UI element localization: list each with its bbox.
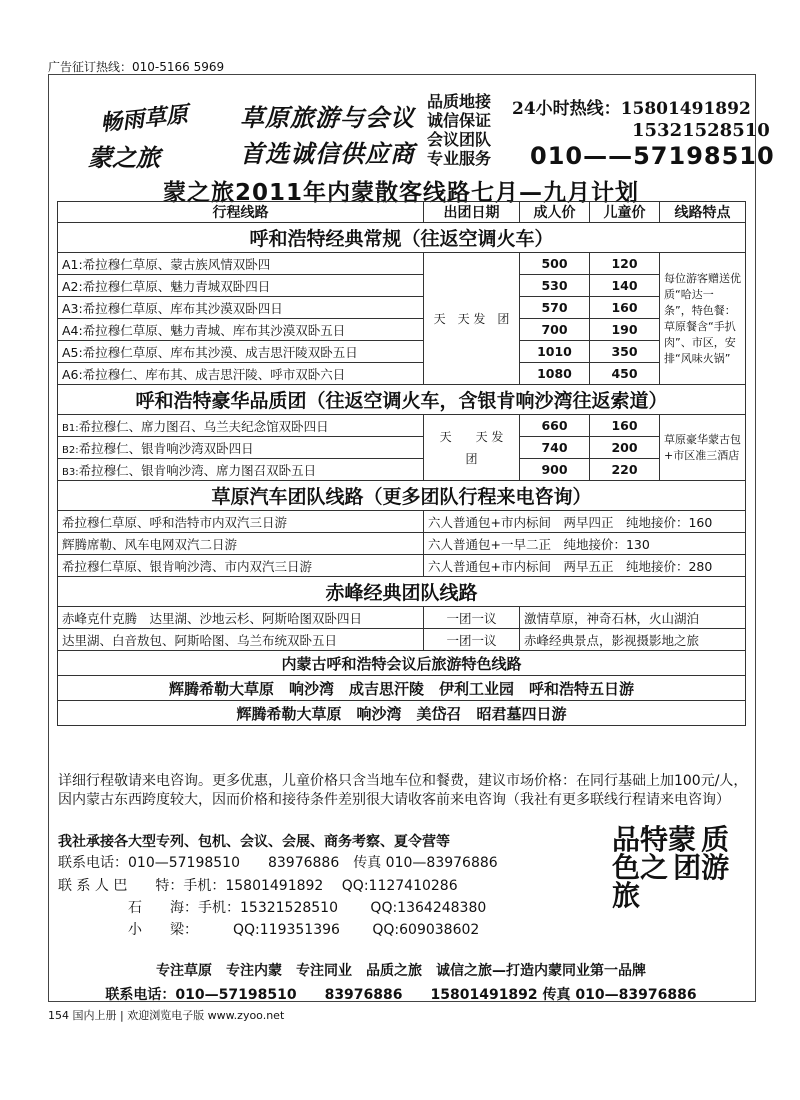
adult-price: 570 — [520, 297, 590, 319]
table-row — [58, 297, 746, 319]
section-heading: 赤峰经典团队线路 — [58, 577, 746, 607]
services-line: 我社承接各大型专列、包机、会议、会展、商务考察、夏令营等 — [58, 834, 450, 850]
col-header-adult: 成人价 — [520, 202, 590, 223]
child-price: 220 — [590, 459, 660, 481]
highlight-row — [58, 651, 746, 676]
contact-telephone: 联系电话：010—57198510 83976886 传真 010—83976886 — [58, 855, 498, 871]
adult-price: 1010 — [520, 341, 590, 363]
child-price: 160 — [590, 297, 660, 319]
section-heading: 呼和浩特豪华品质团（往返空调火车，含银肯响沙湾往返索道） — [58, 385, 746, 415]
seal-char: 特 — [640, 823, 669, 856]
contact-person-1: 联 系 人 巴 特：手机：15801491892 QQ:1127410286 — [58, 878, 458, 894]
table-row — [58, 341, 746, 363]
child-price: 190 — [590, 319, 660, 341]
page-title: 蒙之旅2011年内蒙散客线路七月—九月计划 — [162, 180, 639, 206]
brand-motto: 专注草原 专注内蒙 专注同业 品质之旅 诚信之旅—打造内蒙同业第一品牌 — [156, 963, 646, 979]
route-table — [57, 201, 746, 726]
route-cell: A5:希拉穆仁草原、库布其沙漠、成吉思汗陵双卧五日 — [58, 341, 424, 363]
feature-cell: 赤峰经典景点，影视摄影地之旅 — [520, 629, 746, 651]
logo-bottom-text: 蒙之旅 — [88, 143, 160, 172]
route-cell: A1:希拉穆仁草原、蒙古族风情双卧四 — [58, 253, 424, 275]
quality-item: 会议团队 — [427, 130, 492, 149]
group-type-cell: 一团一议 — [424, 607, 520, 629]
package-detail-cell: 六人普通包+市内标间 两早五正 纯地接价：280 — [424, 555, 746, 577]
adult-price: 660 — [520, 415, 590, 437]
seal-char: 游 — [701, 851, 730, 884]
feature-cell: 激情草原，神奇石林，火山湖泊 — [520, 607, 746, 629]
route-cell: 达里湖、白音敖包、阿斯哈图、乌兰布统双卧五日 — [58, 629, 424, 651]
group-type-cell: 一团一议 — [424, 629, 520, 651]
highlight-route: 辉腾希勒大草原 响沙湾 成吉思汗陵 伊利工业园 呼和浩特五日游 — [58, 676, 746, 701]
notes-paragraph: 详细行程敬请来电咨询。更多优惠，儿童价格只含当地车位和餐费，建议市场价格：在同行基础上加100元/人，因内蒙古东西跨度较大，因而价格和接待条件差别很大请收客前来电咨询（我社有更多联线行程请来电咨询） — [58, 773, 748, 808]
col-header-date: 出团日期 — [424, 202, 520, 223]
table-row — [58, 415, 746, 437]
quality-item: 品质地接 — [427, 92, 492, 111]
contact-person-2: 石 海：手机：15321528510 QQ:1364248380 — [128, 900, 487, 916]
adult-price: 530 — [520, 275, 590, 297]
route-cell — [58, 415, 424, 437]
section-heading-row — [58, 577, 746, 607]
child-price: 200 — [590, 437, 660, 459]
section-heading: 草原汽车团队线路（更多团队行程来电咨询） — [58, 481, 746, 511]
seal-char: 团 — [673, 851, 702, 884]
col-header-route: 行程线路 — [58, 202, 424, 223]
route-code: B3: — [62, 466, 79, 478]
table-row — [58, 555, 746, 577]
table-row — [58, 253, 746, 275]
ad-hotline: 广告征订热线：010-5166 5969 — [48, 60, 225, 74]
section-heading-row — [58, 385, 746, 415]
adult-price: 1080 — [520, 363, 590, 385]
route-code: B2: — [62, 444, 79, 456]
table-header-row — [58, 202, 746, 223]
table-row — [58, 363, 746, 385]
route-cell: A4:希拉穆仁草原、魅力青城、库布其沙漠双卧五日 — [58, 319, 424, 341]
section-heading-row — [58, 481, 746, 511]
adult-price: 740 — [520, 437, 590, 459]
quality-list — [427, 92, 519, 168]
table-row — [58, 607, 746, 629]
logo-top-text: 畅雨草原 — [99, 101, 190, 137]
feature-cell: 每位游客赠送优质“哈达一条”，特色餐：草原餐含“手扒肉”、市区，安排“风味火锅” — [660, 253, 746, 385]
table-row — [58, 533, 746, 555]
highlight-row — [58, 701, 746, 726]
table-row — [58, 629, 746, 651]
highlight-route: 辉腾希勒大草原 响沙湾 美岱召 昭君墓四日游 — [58, 701, 746, 726]
route-cell: A6:希拉穆仁、库布其、成吉思汗陵、呼市双卧六日 — [58, 363, 424, 385]
table-row — [58, 437, 746, 459]
route-cell — [58, 459, 424, 481]
contact-person-3: 小 梁： QQ:119351396 QQ:609038602 — [128, 922, 480, 938]
seal-char: 旅 — [612, 879, 641, 912]
departure-cell: 天 天 发 团 — [424, 253, 520, 385]
child-price: 160 — [590, 415, 660, 437]
table-row — [58, 511, 746, 533]
seal-char: 之 — [640, 851, 669, 884]
departure-cell: 天 天 发 团 — [424, 415, 520, 481]
adult-price: 700 — [520, 319, 590, 341]
route-cell: 赤峰克什克腾 达里湖、沙地云杉、阿斯哈图双卧四日 — [58, 607, 424, 629]
route-cell: 辉腾席勒、风车电网双汽二日游 — [58, 533, 424, 555]
child-price: 450 — [590, 363, 660, 385]
child-price: 120 — [590, 253, 660, 275]
adult-price: 500 — [520, 253, 590, 275]
col-header-child: 儿童价 — [590, 202, 660, 223]
child-price: 350 — [590, 341, 660, 363]
seal-char: 色 — [612, 851, 641, 884]
route-cell: A3:希拉穆仁草原、库布其沙漠双卧四日 — [58, 297, 424, 319]
child-price: 140 — [590, 275, 660, 297]
table-row — [58, 275, 746, 297]
page-number-line: 154 国内上册 | 欢迎浏览电子版 www.zyoo.net — [48, 1009, 285, 1022]
hotline-24h: 24小时热线：15801491892 — [512, 99, 751, 119]
highlight-heading: 内蒙古呼和浩特会议后旅游特色线路 — [58, 651, 746, 676]
hotline-phone-2: 15321528510 — [632, 120, 770, 141]
route-cell: 希拉穆仁草原、银肯响沙湾、市内双汽三日游 — [58, 555, 424, 577]
main-telephone: 010——57198510 — [530, 142, 775, 170]
table-row — [58, 459, 746, 481]
route-text: 希拉穆仁、席力图召、乌兰夫纪念馆双卧四日 — [78, 418, 329, 434]
section-heading: 呼和浩特经典常规（往返空调火车） — [58, 223, 746, 253]
package-detail-cell: 六人普通包+市内标间 两早四正 纯地接价：160 — [424, 511, 746, 533]
route-code: B1: — [62, 422, 79, 434]
seal-char: 品 — [612, 823, 641, 856]
quality-item: 专业服务 — [427, 149, 492, 168]
col-header-feature: 线路特点 — [660, 202, 746, 223]
seal-char: 质 — [701, 823, 730, 856]
route-cell — [58, 437, 424, 459]
quality-item: 诚信保证 — [427, 111, 492, 130]
table-row — [58, 319, 746, 341]
route-cell: 希拉穆仁草原、呼和浩特市内双汽三日游 — [58, 511, 424, 533]
seal-char: 蒙 — [668, 823, 697, 856]
brand-seal — [612, 823, 748, 912]
feature-cell: 草原豪华蒙古包+市区准三酒店 — [660, 415, 746, 481]
route-text: 希拉穆仁、银肯响沙湾、席力图召双卧五日 — [78, 462, 317, 478]
footer-telephone: 联系电话：010—57198510 83976886 15801491892 传真 010—83976886 — [105, 987, 697, 1003]
slogan-line-1: 草原旅游与会议 — [240, 104, 415, 132]
package-detail-cell: 六人普通包+一早二正 纯地接价：130 — [424, 533, 746, 555]
slogan-line-2: 首选诚信供应商 — [240, 140, 415, 168]
route-cell: A2:希拉穆仁草原、魅力青城双卧四日 — [58, 275, 424, 297]
highlight-row — [58, 676, 746, 701]
route-text: 希拉穆仁、银肯响沙湾双卧四日 — [78, 440, 254, 456]
adult-price: 900 — [520, 459, 590, 481]
section-heading-row — [58, 223, 746, 253]
